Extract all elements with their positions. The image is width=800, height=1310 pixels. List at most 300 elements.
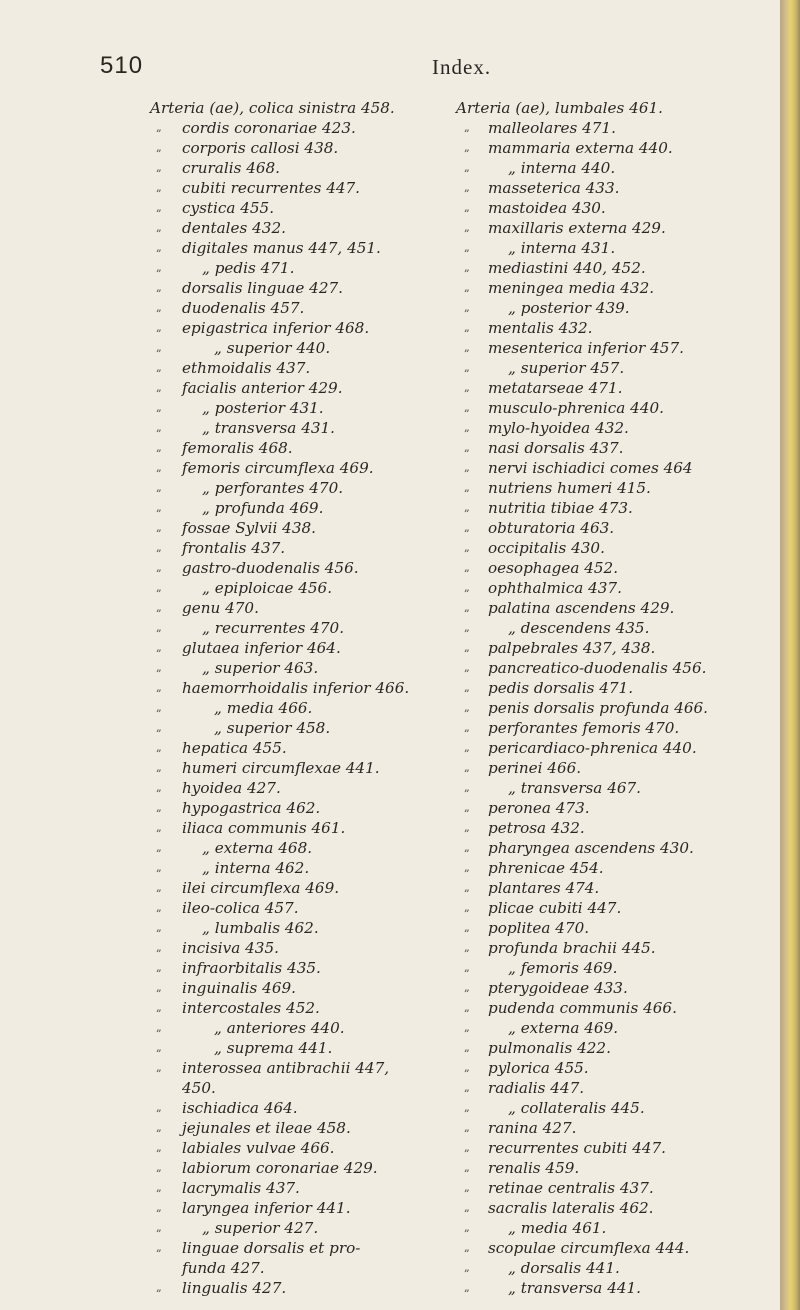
index-term: „ externa 469.: [508, 1019, 619, 1037]
index-entry: [456, 358, 786, 378]
ditto-mark: „: [464, 141, 470, 154]
index-term: intercostales 452.: [182, 999, 320, 1017]
index-entry: [150, 618, 480, 638]
index-entry: [150, 438, 480, 458]
ditto-mark: „: [156, 501, 162, 514]
index-term: penis dorsalis profunda 466.: [488, 699, 709, 717]
index-entry: [150, 738, 480, 758]
index-entry: [150, 1178, 480, 1198]
index-term: glutaea inferior 464.: [182, 639, 341, 657]
ditto-mark: „: [464, 961, 470, 974]
index-entry: [150, 458, 480, 478]
ditto-mark: „: [464, 441, 470, 454]
index-term: obturatoria 463.: [488, 519, 615, 537]
ditto-mark: „: [464, 861, 470, 874]
ditto-mark: „: [464, 641, 470, 654]
index-entry: [456, 578, 786, 598]
index-term: nasi dorsalis 437.: [488, 439, 624, 457]
column-heading: Arteria (ae), colica sinistra 458.: [150, 99, 395, 117]
ditto-mark: „: [464, 1101, 470, 1114]
index-term: malleolares 471.: [488, 119, 616, 137]
ditto-mark: „: [464, 321, 470, 334]
index-entry: [150, 578, 480, 598]
ditto-mark: „: [156, 801, 162, 814]
index-term: ilei circumflexa 469.: [182, 879, 340, 897]
index-term: palpebrales 437, 438.: [488, 639, 656, 657]
index-entry: [150, 1218, 480, 1238]
index-entry: [456, 778, 786, 798]
index-term: mediastini 440, 452.: [488, 259, 646, 277]
index-term: mammaria externa 440.: [488, 139, 673, 157]
index-term: poplitea 470.: [488, 919, 590, 937]
ditto-mark: „: [464, 361, 470, 374]
running-title: Index.: [432, 55, 492, 79]
index-term: „ transversa 431.: [202, 419, 336, 437]
index-term: dentales 432.: [182, 219, 286, 237]
index-term: „ media 461.: [508, 1219, 607, 1237]
index-term: „ lumbalis 462.: [202, 919, 319, 937]
ditto-mark: „: [464, 1261, 470, 1274]
index-term: „ femoris 469.: [508, 959, 618, 977]
index-entry: [456, 958, 786, 978]
index-entry: [456, 1098, 786, 1118]
index-term: meningea media 432.: [488, 279, 655, 297]
ditto-mark: „: [156, 921, 162, 934]
ditto-mark: „: [464, 821, 470, 834]
index-term: incisiva 435.: [182, 939, 279, 957]
index-term: ranina 427.: [488, 1119, 577, 1137]
ditto-mark: „: [464, 1121, 470, 1134]
ditto-mark: „: [464, 501, 470, 514]
ditto-mark: „: [464, 601, 470, 614]
index-entry: [456, 918, 786, 938]
index-entry: [150, 418, 480, 438]
index-term: oesophagea 452.: [488, 559, 619, 577]
index-term: „ profunda 469.: [202, 499, 324, 517]
index-term: ileo-colica 457.: [182, 899, 299, 917]
index-entry: [456, 878, 786, 898]
ditto-mark: „: [464, 201, 470, 214]
index-entry: [456, 138, 786, 158]
index-entry: [150, 318, 480, 338]
index-term: „ superior 440.: [214, 339, 331, 357]
index-entry: [150, 138, 480, 158]
index-entry: [456, 818, 786, 838]
index-term: cystica 455.: [182, 199, 275, 217]
index-term: occipitalis 430.: [488, 539, 605, 557]
index-entry: [456, 178, 786, 198]
index-term: musculo-phrenica 440.: [488, 399, 664, 417]
ditto-mark: „: [464, 741, 470, 754]
ditto-mark: „: [156, 201, 162, 214]
index-entry: [456, 1118, 786, 1138]
index-entry: [150, 758, 480, 778]
ditto-mark: „: [156, 1101, 162, 1114]
index-term: mastoidea 430.: [488, 199, 606, 217]
ditto-mark: „: [464, 401, 470, 414]
index-term: plicae cubiti 447.: [488, 899, 622, 917]
index-term: lingualis 427.: [182, 1279, 287, 1297]
index-term: pylorica 455.: [488, 1059, 589, 1077]
ditto-mark: „: [156, 1041, 162, 1054]
index-entry: [150, 678, 480, 698]
index-term: pedis dorsalis 471.: [488, 679, 634, 697]
ditto-mark: „: [156, 381, 162, 394]
index-entry: [456, 478, 786, 498]
ditto-mark: „: [464, 681, 470, 694]
index-entry: [150, 1238, 480, 1258]
page-header: [0, 52, 780, 82]
index-term: inguinalis 469.: [182, 979, 296, 997]
index-entry: [456, 418, 786, 438]
index-term: pancreatico-duodenalis 456.: [488, 659, 707, 677]
index-entry: [456, 238, 786, 258]
index-entry: [150, 518, 480, 538]
ditto-mark: „: [156, 621, 162, 634]
index-entry: [150, 998, 480, 1018]
page-edge: [780, 0, 800, 1310]
ditto-mark: „: [464, 661, 470, 674]
index-term: petrosa 432.: [488, 819, 585, 837]
index-entry: [456, 998, 786, 1018]
index-term: „ superior 458.: [214, 719, 331, 737]
index-term: epigastrica inferior 468.: [182, 319, 370, 337]
index-entry: [150, 478, 480, 498]
ditto-mark: „: [156, 1001, 162, 1014]
index-term: metatarseae 471.: [488, 379, 623, 397]
index-entry: [456, 218, 786, 238]
index-entry: [456, 158, 786, 178]
index-term: „ interna 462.: [202, 859, 310, 877]
index-entry: [150, 798, 480, 818]
ditto-mark: „: [156, 221, 162, 234]
index-entry: [456, 438, 786, 458]
index-term: jejunales et ileae 458.: [182, 1119, 351, 1137]
ditto-mark: „: [464, 981, 470, 994]
index-entry: [150, 158, 480, 178]
index-term: „ interna 431.: [508, 239, 616, 257]
index-entry: [456, 798, 786, 818]
ditto-mark: „: [156, 861, 162, 874]
index-term: mentalis 432.: [488, 319, 593, 337]
ditto-mark: „: [464, 1221, 470, 1234]
index-entry: [150, 598, 480, 618]
index-entry: [456, 1258, 786, 1278]
ditto-mark: „: [156, 421, 162, 434]
index-entry: [150, 118, 480, 138]
index-entry: [456, 378, 786, 398]
index-term: gastro-duodenalis 456.: [182, 559, 359, 577]
index-term: perforantes femoris 470.: [488, 719, 680, 737]
index-term: lacrymalis 437.: [182, 1179, 300, 1197]
ditto-mark: „: [156, 701, 162, 714]
index-term: ethmoidalis 437.: [182, 359, 311, 377]
index-entry: [456, 678, 786, 698]
index-entry: [150, 778, 480, 798]
index-term: „ superior 427.: [202, 1219, 319, 1237]
ditto-mark: „: [156, 601, 162, 614]
index-entry: [150, 238, 480, 258]
ditto-mark: „: [156, 1281, 162, 1294]
ditto-mark: „: [464, 1161, 470, 1174]
index-entry: [456, 458, 786, 478]
index-entry: [456, 498, 786, 518]
index-column-right: [456, 98, 786, 1298]
index-entry: [456, 1158, 786, 1178]
index-entry: [456, 318, 786, 338]
index-term: maxillaris externa 429.: [488, 219, 666, 237]
ditto-mark: „: [156, 981, 162, 994]
index-term: peronea 473.: [488, 799, 590, 817]
ditto-mark: „: [156, 441, 162, 454]
ditto-mark: „: [156, 141, 162, 154]
ditto-mark: „: [464, 721, 470, 734]
index-entry: [150, 978, 480, 998]
index-term: haemorrhoidalis inferior 466.: [182, 679, 410, 697]
ditto-mark: „: [464, 1201, 470, 1214]
index-entry: [456, 978, 786, 998]
ditto-mark: „: [156, 161, 162, 174]
ditto-mark: „: [464, 941, 470, 954]
index-term: dorsalis linguae 427.: [182, 279, 343, 297]
index-entry: [150, 558, 480, 578]
index-term: „ superior 457.: [508, 359, 625, 377]
ditto-mark: „: [156, 521, 162, 534]
index-term: laryngea inferior 441.: [182, 1199, 351, 1217]
index-term: retinae centralis 437.: [488, 1179, 654, 1197]
ditto-mark: „: [464, 481, 470, 494]
index-term: nutritia tibiae 473.: [488, 499, 633, 517]
index-term: pharyngea ascendens 430.: [488, 839, 694, 857]
ditto-mark: „: [464, 461, 470, 474]
index-entry: [150, 1138, 480, 1158]
index-term: profunda brachii 445.: [488, 939, 656, 957]
index-term: „ epiploicae 456.: [202, 579, 333, 597]
index-term: pulmonalis 422.: [488, 1039, 611, 1057]
index-term: „ posterior 439.: [508, 299, 630, 317]
index-entry: [456, 758, 786, 778]
ditto-mark: „: [156, 401, 162, 414]
index-entry: [150, 878, 480, 898]
index-term: sacralis lateralis 462.: [488, 1199, 654, 1217]
ditto-mark: „: [156, 1161, 162, 1174]
ditto-mark: „: [156, 881, 162, 894]
ditto-mark: „: [156, 481, 162, 494]
index-entry: [456, 1238, 786, 1258]
ditto-mark: „: [156, 821, 162, 834]
ditto-mark: „: [464, 921, 470, 934]
ditto-mark: „: [464, 421, 470, 434]
ditto-mark: „: [156, 641, 162, 654]
ditto-mark: „: [156, 261, 162, 274]
ditto-mark: „: [156, 181, 162, 194]
ditto-mark: „: [464, 561, 470, 574]
column-heading: Arteria (ae), lumbales 461.: [456, 99, 663, 117]
index-term: corporis callosi 438.: [182, 139, 339, 157]
index-entry: [456, 1138, 786, 1158]
ditto-mark: „: [156, 581, 162, 594]
index-entry: [456, 1038, 786, 1058]
index-term: hepatica 455.: [182, 739, 287, 757]
ditto-mark: „: [156, 681, 162, 694]
index-column-left: [150, 98, 480, 1298]
index-entry: [150, 258, 480, 278]
index-term: „ collateralis 445.: [508, 1099, 645, 1117]
index-term: masseterica 433.: [488, 179, 620, 197]
index-entry: [456, 1058, 786, 1078]
index-entry: [150, 1018, 480, 1038]
index-entry: [150, 1058, 480, 1078]
index-term: „ transversa 441.: [508, 1279, 642, 1297]
index-entry: [150, 1038, 480, 1058]
ditto-mark: „: [156, 1181, 162, 1194]
ditto-mark: „: [464, 541, 470, 554]
index-entry: [456, 1198, 786, 1218]
ditto-mark: „: [464, 1061, 470, 1074]
index-entry: [150, 1258, 480, 1278]
index-entry: [150, 698, 480, 718]
ditto-mark: „: [156, 361, 162, 374]
ditto-mark: „: [156, 121, 162, 134]
index-entry: [150, 958, 480, 978]
index-entry: [456, 518, 786, 538]
ditto-mark: „: [156, 301, 162, 314]
ditto-mark: „: [464, 181, 470, 194]
ditto-mark: „: [464, 161, 470, 174]
index-term: femoris circumflexa 469.: [182, 459, 374, 477]
index-entry: [456, 558, 786, 578]
index-term: „ pedis 471.: [202, 259, 295, 277]
index-entry: [456, 1078, 786, 1098]
ditto-mark: „: [156, 901, 162, 914]
index-term: nervi ischiadici comes 464: [488, 459, 693, 477]
index-entry: [456, 838, 786, 858]
index-entry: [150, 718, 480, 738]
ditto-mark: „: [156, 541, 162, 554]
index-entry: [456, 658, 786, 678]
index-term: fossae Sylvii 438.: [182, 519, 317, 537]
index-term: palatina ascendens 429.: [488, 599, 675, 617]
ditto-mark: „: [464, 701, 470, 714]
index-term: femoralis 468.: [182, 439, 293, 457]
ditto-mark: „: [464, 281, 470, 294]
ditto-mark: „: [464, 881, 470, 894]
index-term: mylo-hyoidea 432.: [488, 419, 629, 437]
index-entry: [456, 638, 786, 658]
index-term: „ transversa 467.: [508, 779, 642, 797]
index-entry: [150, 818, 480, 838]
index-term: infraorbitalis 435.: [182, 959, 321, 977]
ditto-mark: „: [156, 661, 162, 674]
ditto-mark: „: [464, 241, 470, 254]
ditto-mark: „: [464, 761, 470, 774]
ditto-mark: „: [156, 741, 162, 754]
ditto-mark: „: [156, 721, 162, 734]
index-term: „ anteriores 440.: [214, 1019, 345, 1037]
ditto-mark: „: [464, 521, 470, 534]
index-entry: [150, 938, 480, 958]
index-term: 450.: [182, 1079, 216, 1097]
ditto-mark: „: [464, 1081, 470, 1094]
index-entry: [150, 298, 480, 318]
index-entry: [456, 898, 786, 918]
index-entry: [150, 398, 480, 418]
ditto-mark: „: [156, 781, 162, 794]
ditto-mark: „: [464, 121, 470, 134]
index-term: funda 427.: [182, 1259, 265, 1277]
index-entry: [456, 1218, 786, 1238]
index-entry: [150, 838, 480, 858]
index-entry: [456, 598, 786, 618]
index-entry: [456, 1178, 786, 1198]
ditto-mark: „: [156, 841, 162, 854]
index-entry: [150, 638, 480, 658]
index-term: frontalis 437.: [182, 539, 286, 557]
ditto-mark: „: [156, 1141, 162, 1154]
index-term: facialis anterior 429.: [182, 379, 343, 397]
index-entry: [456, 298, 786, 318]
index-term: digitales manus 447, 451.: [182, 239, 381, 257]
index-term: plantares 474.: [488, 879, 600, 897]
index-term: duodenalis 457.: [182, 299, 305, 317]
ditto-mark: „: [156, 1061, 162, 1074]
index-term: scopulae circumflexa 444.: [488, 1239, 690, 1257]
index-term: renalis 459.: [488, 1159, 580, 1177]
ditto-mark: „: [464, 781, 470, 794]
index-entry: [456, 538, 786, 558]
index-entry: [456, 618, 786, 638]
index-entry: [150, 1158, 480, 1178]
ditto-mark: „: [464, 261, 470, 274]
index-term: cruralis 468.: [182, 159, 281, 177]
ditto-mark: „: [156, 761, 162, 774]
ditto-mark: „: [464, 901, 470, 914]
index-entry: [456, 118, 786, 138]
ditto-mark: „: [464, 1041, 470, 1054]
ditto-mark: „: [464, 221, 470, 234]
index-entry: [150, 218, 480, 238]
index-term: labiales vulvae 466.: [182, 1139, 335, 1157]
index-entry: [456, 398, 786, 418]
index-term: cubiti recurrentes 447.: [182, 179, 361, 197]
index-term: phrenicae 454.: [488, 859, 604, 877]
ditto-mark: „: [464, 1001, 470, 1014]
ditto-mark: „: [464, 581, 470, 594]
ditto-mark: „: [464, 621, 470, 634]
ditto-mark: „: [156, 941, 162, 954]
index-entry: [150, 498, 480, 518]
ditto-mark: „: [464, 301, 470, 314]
index-term: „ posterior 431.: [202, 399, 324, 417]
ditto-mark: „: [156, 1221, 162, 1234]
index-entry: [150, 1118, 480, 1138]
index-entry: [150, 198, 480, 218]
ditto-mark: „: [156, 1021, 162, 1034]
index-entry: [456, 198, 786, 218]
index-term: „ externa 468.: [202, 839, 313, 857]
ditto-mark: „: [464, 1281, 470, 1294]
index-entry: [456, 338, 786, 358]
index-entry: [456, 718, 786, 738]
index-entry: [150, 918, 480, 938]
index-entry: [456, 1278, 786, 1298]
index-term: cordis coronariae 423.: [182, 119, 356, 137]
ditto-mark: „: [156, 1121, 162, 1134]
index-entry: [150, 538, 480, 558]
index-term: „ suprema 441.: [214, 1039, 333, 1057]
ditto-mark: „: [464, 381, 470, 394]
index-entry: [456, 938, 786, 958]
